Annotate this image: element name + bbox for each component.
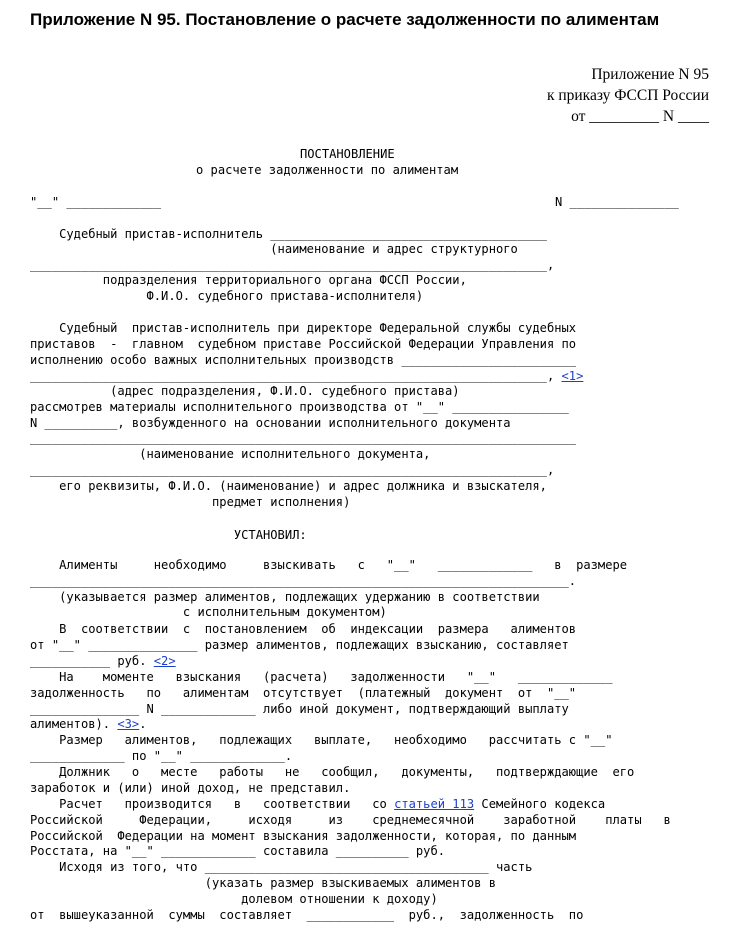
paragraph-line — [30, 368, 583, 384]
bailiff-line: Судебный пристав-исполнитель ______________________________________ — [30, 227, 547, 241]
paragraph-line: задолженность по алиментам отсутствует (платежный документ от "__" — [30, 686, 577, 700]
hint-line: Ф.И.О. судебного пристава-исполнителя) — [30, 289, 424, 303]
hint-line: (наименование исполнительного документа, — [30, 447, 431, 461]
blank-line: ___________________________________________________________________________ — [30, 431, 577, 445]
paragraph-line: заработок и (или) иной доход, не представил. — [30, 781, 351, 795]
blank-line: _______________________________________________________________________, — [30, 463, 555, 477]
footnote-link-2[interactable]: <2> — [153, 654, 176, 668]
paragraph-line: Судебный пристав-исполнитель при директоре Федеральной службы судебных — [30, 321, 577, 335]
date-field: "__" _____________ — [30, 195, 162, 209]
doc-subheading: о расчете задолженности по алиментам — [196, 163, 459, 177]
stamp-line-2: к приказу ФССП России — [546, 87, 709, 104]
number-field: N _______________ — [555, 195, 679, 209]
paragraph-line: Росстата, на "__" _____________ составила __________ руб. — [30, 844, 446, 858]
article-113-link[interactable]: статьей 113 — [394, 797, 475, 811]
hint-line: (адрес подразделения, Ф.И.О. судебного пристава) — [30, 384, 460, 398]
paragraph-text: алиментов). — [30, 717, 118, 731]
doc-heading: ПОСТАНОВЛЕНИЕ — [300, 147, 395, 161]
paragraph-text: ___________ руб. — [30, 654, 154, 668]
paragraph-line: Российской Федерации на момент взыскания задолженности, которая, по данным — [30, 829, 577, 843]
paragraph-text: Расчет производится в соответствии со — [30, 797, 395, 811]
section-heading: УСТАНОВИЛ: — [30, 528, 307, 542]
hint-line: (указать размер взыскиваемых алиментов в — [30, 876, 496, 890]
paragraph-line: Размер алиментов, подлежащих выплате, необходимо рассчитать с "__" — [30, 733, 613, 747]
stamp-line-3: от _________ N ____ — [571, 108, 709, 125]
blank-line: _______________________________________________________________________, — [30, 258, 555, 272]
paragraph-line: В соответствии с постановлением об индексации размера алиментов — [30, 622, 577, 636]
paragraph-line: приставов - главном судебном приставе Российской Федерации Управления по — [30, 337, 577, 351]
paragraph-text: Семейного кодекса — [474, 797, 606, 811]
paragraph-line — [30, 716, 147, 732]
paragraph-line: от вышеуказанной суммы составляет ____________ руб., задолженность по — [30, 908, 584, 922]
paragraph-line: Российской Федерации, исходя из среднемесячной заработной платы в — [30, 813, 671, 827]
paragraph-line: _____________ по "__" _____________. — [30, 749, 293, 763]
paragraph-line: исполнению особо важных исполнительных производств ________________________ — [30, 353, 577, 367]
paragraph-line: Исходя из того, что _______________________________________ часть — [30, 860, 533, 874]
hint-line: его реквизиты, Ф.И.О. (наименование) и адрес должника и взыскателя, — [30, 479, 547, 493]
stamp-line-1: Приложение N 95 — [591, 66, 709, 83]
paragraph-text: . — [139, 717, 147, 731]
paragraph-line: Должник о месте работы не сообщил, документы, подтверждающие его — [30, 765, 635, 779]
hint-line: предмет исполнения) — [30, 495, 351, 509]
blank-line: __________________________________________________________________________. — [30, 574, 577, 588]
footnote-link-1[interactable]: <1> — [561, 369, 584, 383]
paragraph-line — [30, 653, 176, 669]
blank-line: _______________________________________________________________________, — [30, 369, 562, 383]
hint-line: с исполнительным документом) — [30, 605, 387, 619]
hint-line: подразделения территориального органа ФССП России, — [30, 273, 467, 287]
page-title: Приложение N 95. Постановление о расчете задолженности по алиментам — [30, 10, 660, 29]
hint-line: (указывается размер алиментов, подлежащих удержанию в соответствии — [30, 590, 540, 604]
paragraph-line: Алименты необходимо взыскивать с "__" _____________ в размере — [30, 558, 628, 572]
footnote-link-3[interactable]: <3> — [117, 717, 140, 731]
hint-line: долевом отношении к доходу) — [30, 892, 438, 906]
hint-line: (наименование и адрес структурного — [30, 242, 518, 256]
paragraph-line: от "__" _______________ размер алиментов, подлежащих взысканию, составляет — [30, 638, 569, 652]
paragraph-line: _______________ N _____________ либо иной документ, подтверждающий выплату — [30, 702, 569, 716]
paragraph-line: На моменте взыскания (расчета) задолженности "__" _____________ — [30, 670, 613, 684]
paragraph-line: N __________, возбужденного на основании исполнительного документа — [30, 416, 511, 430]
paragraph-line: рассмотрев материалы исполнительного производства от "__" ________________ — [30, 400, 569, 414]
paragraph-line — [30, 796, 605, 812]
